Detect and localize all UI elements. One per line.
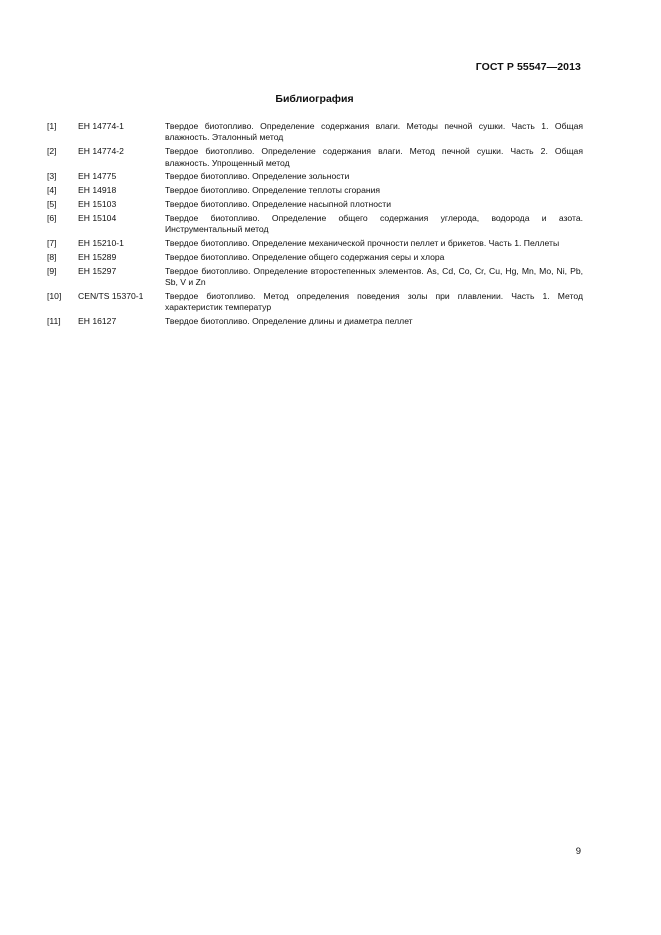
entry-text: Твердое биотопливо. Определение зольности <box>165 171 350 182</box>
entry-text: Твердое биотопливо. Определение второстепенных элементов. As, Cd, Co, Cr, Cu, Hg, Mn, Mo, Ni, Pb, Sb, V и Zn <box>165 265 583 287</box>
entry-code: ЕН 14774-2 <box>78 146 124 157</box>
bibliography-list <box>47 121 583 330</box>
entry-text: Твердое биотопливо. Определение насыпной плотности <box>165 199 392 209</box>
entry-code: CEN/TS 15370-1 <box>78 290 144 301</box>
entry-number: [4] <box>47 185 57 196</box>
entry-text: Твердое биотопливо. Определение механической прочности пеллет и брикетов. Часть 1. Пеллеты <box>165 238 560 248</box>
entry-text: Твердое биотопливо. Определение общего содержания серы и хлора <box>165 251 445 262</box>
entry-text: Твердое биотопливо. Определение содержания влаги. Метод печной сушки. Часть 2. Общая влажность. Упрощенный метод <box>165 146 583 168</box>
bibliography-entry <box>47 146 583 169</box>
entry-code: ЕН 15289 <box>78 251 117 262</box>
entry-number: [7] <box>47 238 57 248</box>
bibliography-entry <box>47 291 583 314</box>
bibliography-entry <box>47 266 583 289</box>
entry-code: ЕН 15103 <box>78 199 117 209</box>
entry-number: [5] <box>47 199 57 209</box>
bibliography-entry <box>47 316 583 327</box>
entry-number: [6] <box>47 212 57 223</box>
entry-text: Твердое биотопливо. Определение общего содержания углерода, водорода и азота. Инструментальный метод <box>165 212 583 235</box>
entry-code: ЕН 15104 <box>78 212 117 223</box>
entry-number: [11] <box>47 316 61 326</box>
standard-code: ГОСТ Р 55547—2013 <box>475 61 581 73</box>
entry-code: ЕН 14774-1 <box>78 121 124 131</box>
entry-code: ЕН 14918 <box>78 185 117 196</box>
bibliography-entry <box>47 238 583 249</box>
entry-number: [2] <box>47 146 57 157</box>
bibliography-entry <box>47 171 583 182</box>
page-title: Библиография <box>275 93 354 105</box>
page-number: 9 <box>575 846 581 857</box>
entry-code: ЕН 15297 <box>78 265 117 276</box>
entry-number: [8] <box>47 251 57 262</box>
entry-text: Твердое биотопливо. Метод определения поведения золы при плавлении. Часть 1. Метод характеристик температур <box>165 290 583 313</box>
entry-text: Твердое биотопливо. Определение длины и диаметра пеллет <box>165 316 413 326</box>
entry-text: Твердое биотопливо. Определение содержания влаги. Методы печной сушки. Часть 1. Общая влажность. Эталонный метод <box>165 121 583 143</box>
bibliography-entry <box>47 213 583 236</box>
entry-number: [9] <box>47 265 57 276</box>
entry-number: [10] <box>47 290 62 301</box>
bibliography-entry <box>47 199 583 210</box>
bibliography-entry <box>47 121 583 144</box>
entry-number: [3] <box>47 171 57 182</box>
entry-text: Твердое биотопливо. Определение теплоты сгорания <box>165 185 381 196</box>
entry-number: [1] <box>47 121 57 131</box>
bibliography-entry <box>47 252 583 263</box>
entry-code: ЕН 15210-1 <box>78 238 124 248</box>
entry-code: ЕН 14775 <box>78 171 117 182</box>
entry-code: ЕН 16127 <box>78 316 117 326</box>
bibliography-entry <box>47 185 583 196</box>
